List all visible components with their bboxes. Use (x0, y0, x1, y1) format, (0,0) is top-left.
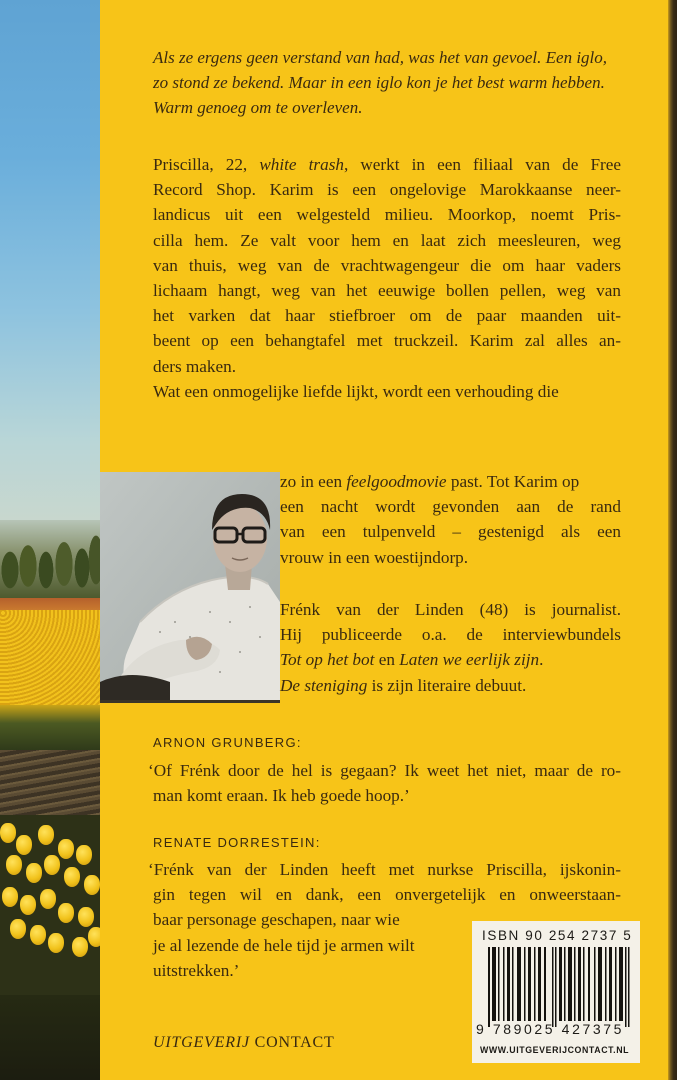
synopsis-line: Priscilla, 22, white trash, werkt in een filiaal van de Free (153, 155, 621, 174)
book-spine-edge (668, 0, 677, 1080)
synopsis-line: lichaam hangt, weg van het eeuwige bollen pellen, weg van (153, 281, 621, 301)
cover-photo-tulip-field (0, 0, 100, 1080)
synopsis-line: een nacht wordt gevonden aan de rand (280, 497, 621, 517)
review-quote (148, 758, 621, 808)
reviewer-name: RENATE DORRESTEIN: (153, 835, 321, 850)
synopsis (153, 152, 621, 404)
review-line: baar personage geschapen, naar wie (153, 910, 400, 930)
synopsis-line: ders maken. (153, 356, 237, 376)
review-line: je al lezende de hele tijd je armen wilt (153, 935, 415, 955)
author-photo (100, 472, 280, 703)
book-title: Tot op het bot (280, 650, 375, 670)
bio-line: Tot op het bot en Laten we eerlijk zijn. (280, 650, 544, 670)
publisher-url: WWW.UITGEVERIJCONTACT.NL (480, 1045, 630, 1055)
bio-line: Hij publiceerde o.a. de interviewbundels (280, 625, 621, 645)
barcode-icon (482, 947, 632, 1027)
tulip-stems (0, 705, 100, 750)
author-bio (280, 597, 621, 698)
bio-line: Frénk van der Linden (48) is journalist. (280, 600, 621, 619)
intro-line: zo stond ze bekend. Maar in een iglo kon je het best warm hebben. (153, 73, 605, 93)
publisher-imprint (153, 1034, 335, 1052)
soil-strip (0, 750, 100, 820)
sky (0, 0, 100, 520)
dark-foreground (0, 995, 100, 1080)
intro-line: Als ze ergens geen verstand van had, was het van gevoel. Een iglo, (153, 48, 608, 67)
synopsis-line: vrouw in een woestijndorp. (280, 547, 469, 567)
review-line: gin tegen wil en dank, een onvergetelijk en onweerstaan- (153, 885, 621, 905)
book-title: De steniging (280, 675, 368, 695)
intro-quote (153, 45, 621, 121)
reviewer-name: ARNON GRUNBERG: (153, 735, 302, 750)
ean-digits: 9 789025 427375 (476, 1021, 624, 1037)
synopsis-line: het varken dat haar stiefbroer om de paar maanden uit- (153, 306, 621, 326)
synopsis-line: van thuis, weg van de vrachtwagengeur die om haar vaders (153, 255, 621, 275)
intro-line: Warm genoeg om te overleven. (153, 98, 363, 118)
publisher-regular: CONTACT (249, 1034, 335, 1051)
author-portrait-illustration (100, 472, 280, 700)
synopsis-line: Record Shop. Karim is een ongelovige Marokkaanse neer- (153, 180, 621, 200)
tree-line (0, 520, 100, 598)
synopsis-continued (280, 469, 621, 570)
book-title: Laten we eerlijk zijn (399, 650, 540, 670)
isbn-number: ISBN 90 254 2737 5 (482, 928, 633, 943)
tulip-field-distant (0, 610, 100, 720)
review-line: ‘Frénk van der Linden heeft met nurkse Priscilla, ijskonin- (148, 860, 621, 879)
synopsis-line: zo in een feelgoodmovie past. Tot Karim op (280, 472, 580, 491)
synopsis-line: Wat een onmogelijke liefde lijkt, wordt een verhouding die (153, 381, 559, 401)
bio-line: De steniging is zijn literaire debuut. (280, 675, 527, 695)
synopsis-line: beent op een behangtafel met truckzeil. Karim zal alles an- (153, 331, 621, 351)
tulips-foreground (0, 815, 100, 995)
review-line: uitstrekken.’ (153, 960, 240, 980)
publisher-italic: UITGEVERIJ (153, 1034, 250, 1051)
review-line: ‘Of Frénk door de hel is gegaan? Ik weet het niet, maar de ro- (148, 761, 621, 780)
synopsis-line: landicus uit een welgesteld milieu. Moorkop, noemt Pris- (153, 205, 621, 225)
barcode-label (472, 921, 640, 1063)
synopsis-line: cilla hem. Ze valt voor hem en laat zich meesleuren, weg (153, 230, 621, 250)
synopsis-line: van een tulpenveld – gestenigd als een (280, 522, 621, 542)
red-tulip-row (0, 598, 100, 610)
review-line: man komt eraan. Ik heb goede hoop.’ (153, 786, 410, 806)
